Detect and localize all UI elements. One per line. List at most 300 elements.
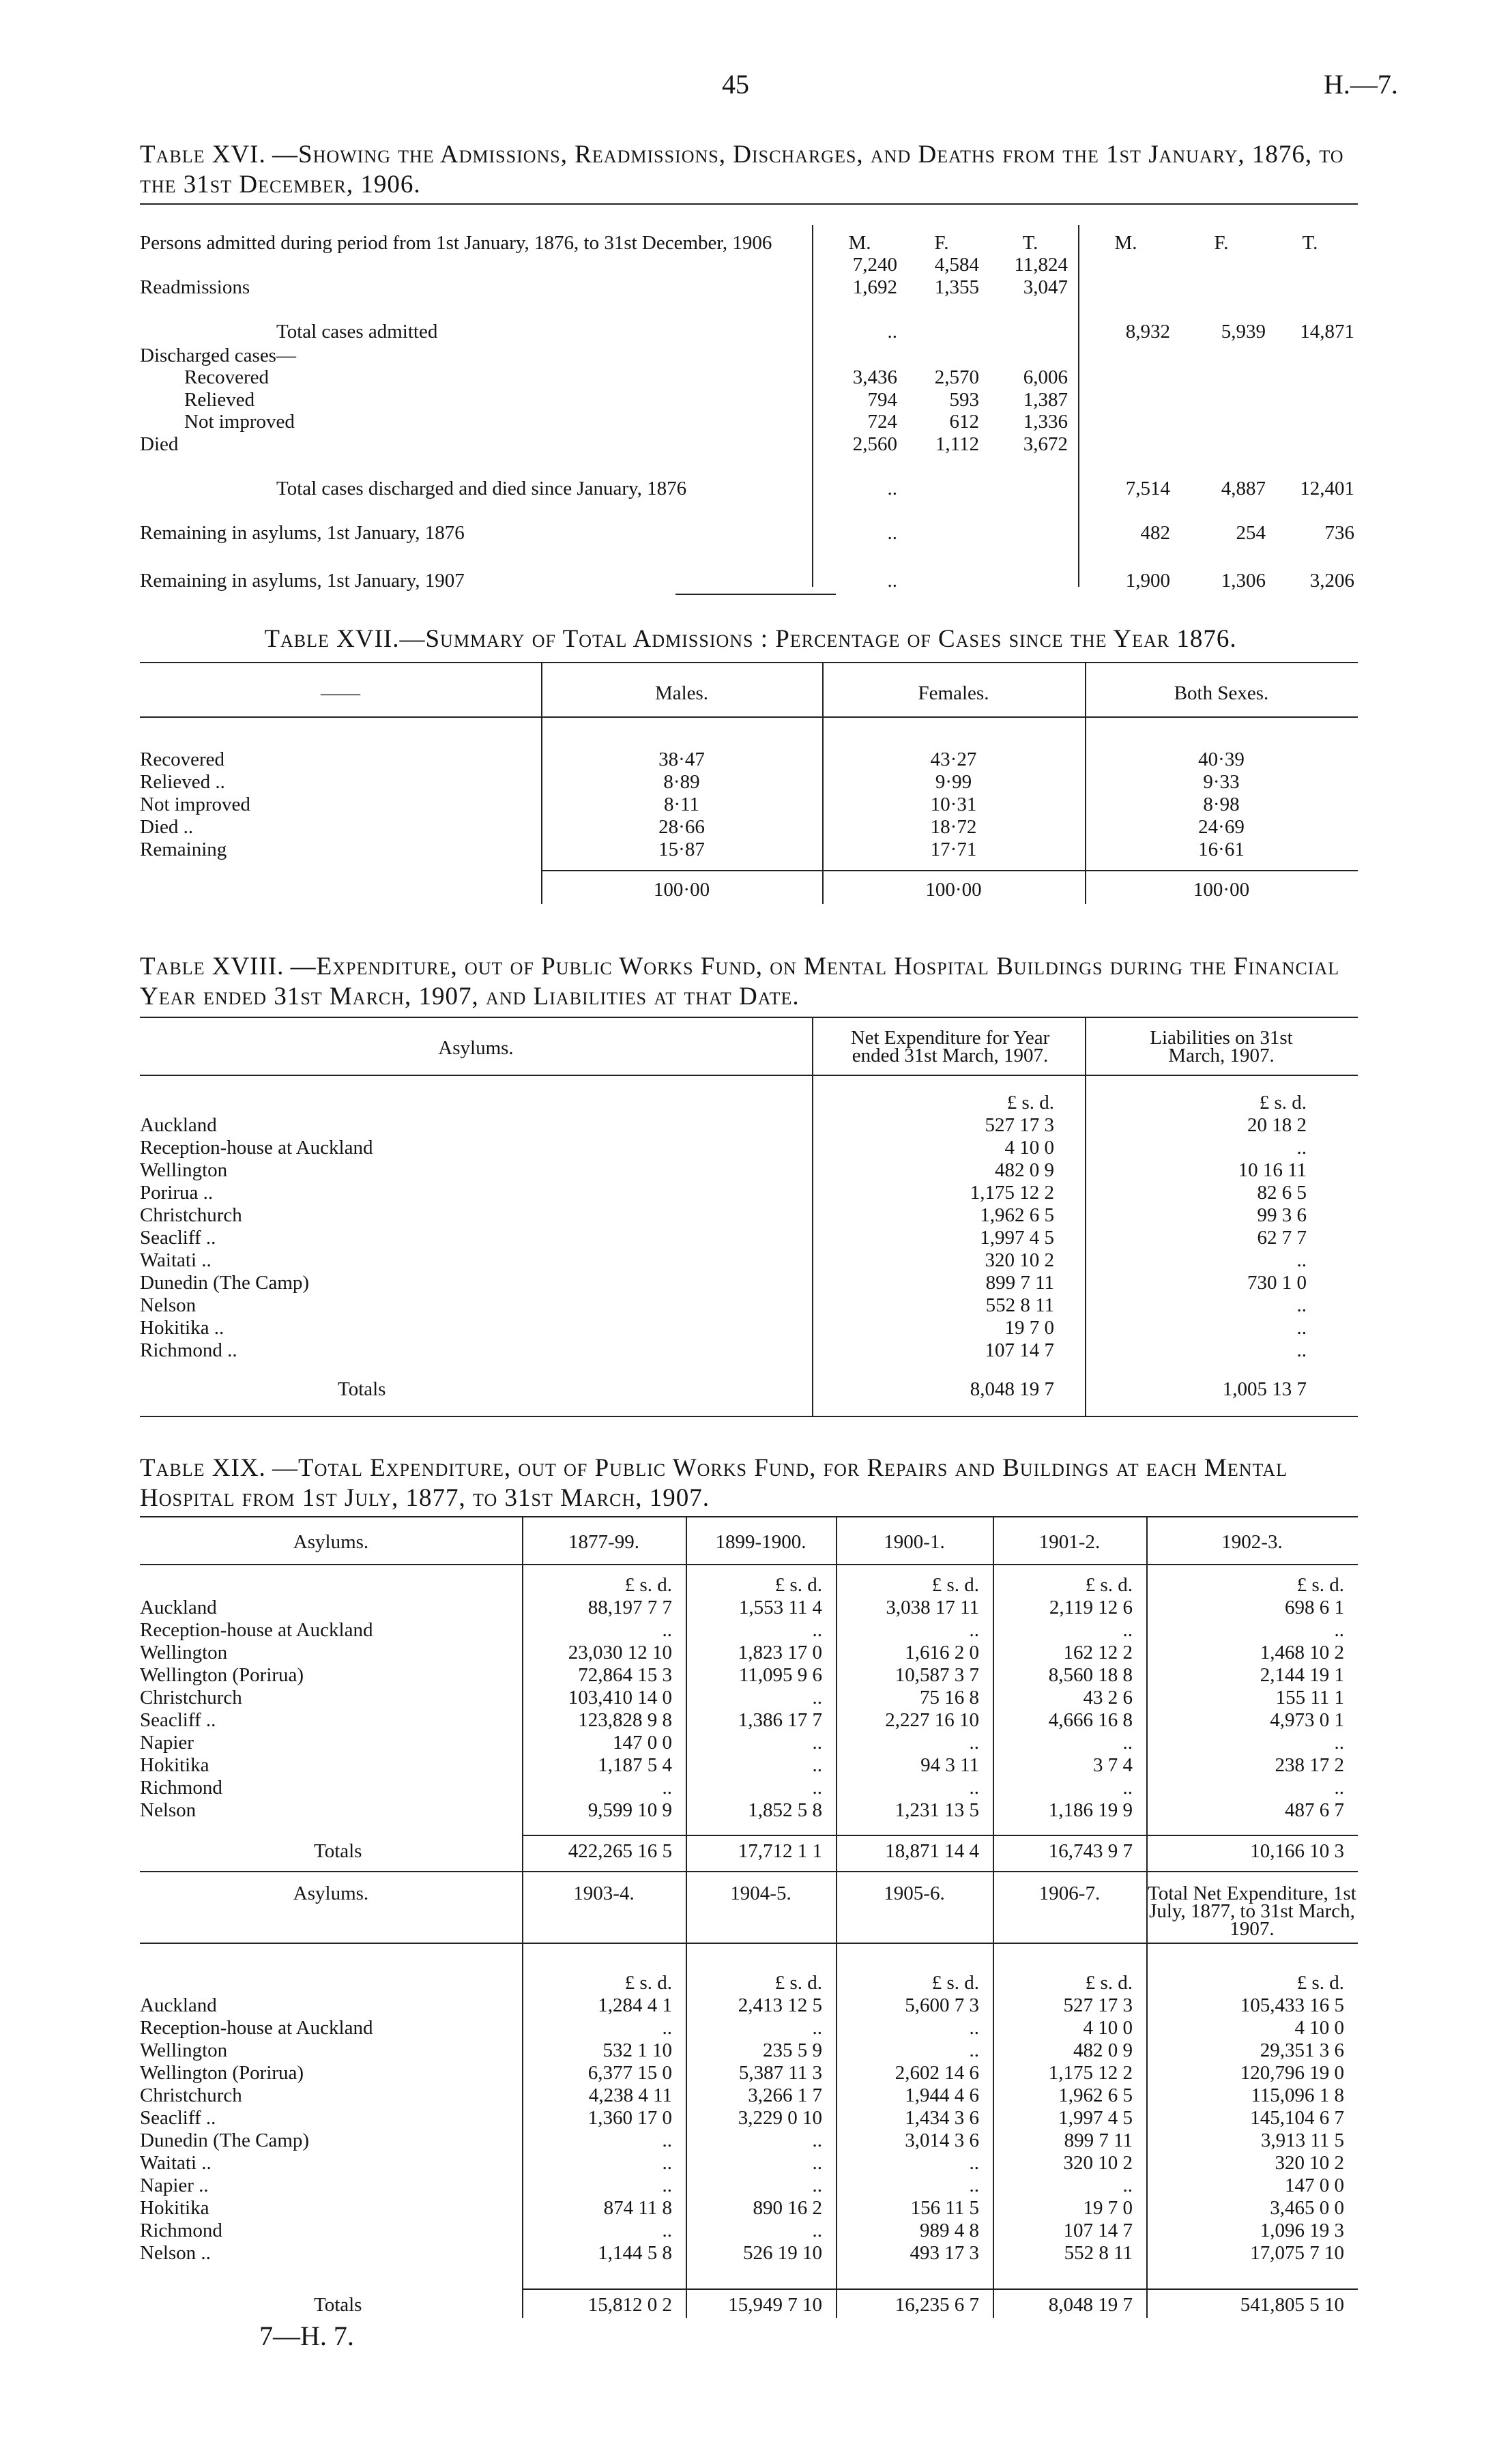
table-xix-row-label: Richmond [140,1777,222,1799]
table-xix-cell: 123,828 9 8 [578,1709,672,1731]
table-xvi-cell-a: 4,584 [934,254,979,276]
table-xix-units: £ s. d. [774,1574,822,1596]
table-xvii-females: 18·72 [930,816,977,838]
table-xviii-expenditure: 1,962 6 5 [980,1204,1054,1226]
table-xix-cell: 3,014 3 6 [905,2130,979,2151]
table-xviii-liability: .. [1296,1294,1307,1316]
table-xvii-females: 43·27 [930,748,977,770]
table-xix-total-cell: 15,812 0 2 [587,2294,672,2316]
table-xix-cell: 3,266 1 7 [748,2084,822,2106]
table-xvi-cell-a: .. [887,570,897,592]
table-xix-header: Asylums. [293,1883,369,1904]
table-xviii-liability: 62 7 7 [1257,1227,1307,1249]
table-xvi-cell-b: 7,514 [1125,478,1170,499]
table-xviii-expenditure: 1,997 4 5 [980,1227,1054,1249]
table-xvi-cell-a: .. [887,478,897,499]
table-xix-cell: 2,413 12 5 [738,1994,822,2016]
table-xvi-cell-b: 14,871 [1300,321,1354,343]
table-xix-cell: 1,186 19 9 [1048,1799,1133,1821]
table-xix-cell: .. [812,1619,822,1641]
table-xvii-both: 9·33 [1203,771,1240,793]
table-xix-cell: 1,284 4 1 [598,1994,672,2016]
table-xix-header: 1901-2. [1038,1531,1101,1553]
table-xvii-row-label: Remaining [140,839,227,860]
table-xix-cell: .. [1122,1777,1133,1799]
table-xviii-expenditure: 482 0 9 [995,1159,1054,1181]
table-xix-cell: 2,227 16 10 [885,1709,979,1731]
table-xvii-females: 10·31 [930,794,977,815]
table-xix-cell: 3 7 4 [1093,1754,1133,1776]
table-xix-total-cell: 15,949 7 10 [728,2294,822,2316]
table-xviii-row-label: Christchurch [140,1204,242,1226]
table-xix-units: £ s. d. [1296,1972,1344,1994]
table-xvi-cell-a: 6,006 [1023,366,1068,388]
table-xix-row-label: Napier .. [140,2175,209,2196]
table-xvi-caption: —Showing the Admissions, Readmissions, Discharges, and Deaths from the 1st January, 1876, to the 31st December, 1906. [140,141,1344,199]
table-xix-total-cell: 10,166 10 3 [1250,1840,1344,1862]
table-xix-row-label: Wellington (Porirua) [140,2062,304,2084]
table-xvi-cell-b: 1,306 [1221,570,1266,592]
table-xviii-liability: .. [1296,1339,1307,1361]
table-xix-units: £ s. d. [1085,1972,1133,1994]
table-xix-header-rule [140,1943,1358,1944]
table-xviii-row-label: Hokitika .. [140,1317,224,1339]
table-xvii-header-males: Males. [654,682,709,704]
table-xix-cell: 890 16 2 [753,2197,822,2219]
table-xvii-total-both: 100·00 [1193,879,1250,901]
table-xix-header-rule [140,1564,1358,1565]
table-xix-row-label: Dunedin (The Camp) [140,2130,310,2151]
table-xix-cell: .. [1122,2175,1133,2196]
table-xix-cell: .. [812,2175,822,2196]
table-xviii-units-lia: £ s. d. [1259,1092,1307,1114]
table-xvi-row-label: Remaining in asylums, 1st January, 1907 [140,570,465,592]
table-xvi-cell-a: 2,560 [852,433,897,455]
table-xix-cell: .. [969,1619,979,1641]
table-xix-cell: 5,387 11 3 [738,2062,822,2084]
table-xix-total-cell: 17,712 1 1 [738,1840,822,1862]
table-xix-cell: .. [1334,1619,1344,1641]
table-xix-cell: .. [969,2175,979,2196]
table-xvi-cell-b: 8,932 [1125,321,1170,343]
table-xix-cell: 103,410 14 0 [568,1687,672,1709]
table-xvi-row-label: Total cases admitted [276,321,438,343]
table-xix-cell: .. [812,1777,822,1799]
table-xix-cell: 23,030 12 10 [568,1642,672,1663]
table-xvi-cell-a: 1,112 [935,433,979,455]
page-reference: H.—7. [1324,69,1398,100]
table-xix-total-cell: 16,743 9 7 [1048,1840,1133,1862]
table-xix-cell: 320 10 2 [1063,2152,1133,2174]
table-xix-cell: 526 19 10 [743,2242,822,2264]
table-xix-row-label: Auckland [140,1994,217,2016]
table-xix-part2 [140,1871,1358,2321]
table-xix-row-label: Nelson [140,1799,197,1821]
table-xix-row-label: Waitati .. [140,2152,212,2174]
table-xix-cell: .. [812,2017,822,2039]
table-xvi-cell-b: 254 [1236,522,1266,544]
table-xix-total-cell: 541,805 5 10 [1240,2294,1344,2316]
table-xix-units: £ s. d. [1085,1574,1133,1596]
table-xvi-cell-b: 5,939 [1221,321,1266,343]
table-xviii-liability: 20 18 2 [1247,1114,1307,1136]
table-xix-totals-label: Totals [314,2294,362,2316]
table-xvii-row-label: Not improved [140,794,250,815]
table-xix-cell: 1,096 19 3 [1260,2220,1344,2241]
table-xix-total-cell: 16,235 6 7 [895,2294,979,2316]
table-xviii-liability: 10 16 11 [1238,1159,1307,1181]
table-xvi-row-label: Not improved [184,411,295,433]
table-xix-cell: .. [969,2039,979,2061]
table-xix-cell: 899 7 11 [1064,2130,1133,2151]
table-xix-cell: .. [969,2152,979,2174]
table-xix-cell: 147 0 0 [1285,2175,1344,2196]
table-xix-cell: .. [1122,1732,1133,1754]
table-xvi-cell-a: 724 [867,411,897,433]
table-xix-total-cell: 422,265 16 5 [568,1840,672,1862]
table-xvi-row-label: Total cases discharged and died since January, 1876 [276,478,687,499]
table-xviii-total-expenditure: 8,048 19 7 [970,1378,1054,1400]
table-xix-cell: 238 17 2 [1275,1754,1344,1776]
table-xix-cell: 4,666 16 8 [1048,1709,1133,1731]
table-xvi-cell-a: 794 [867,389,897,411]
table-xix-cell: 532 1 10 [602,2039,672,2061]
table-xviii [140,1017,1358,1419]
table-xix-cell: 4 10 0 [1083,2017,1133,2039]
page-footer: 7—H. 7. [259,2321,354,2351]
table-xvii-header-blank: —— [321,682,360,704]
table-xix-totals-rule [522,1835,1358,1836]
table-xix-row-label: Napier [140,1732,194,1754]
table-xvi-cell-a: 1,336 [1023,411,1068,433]
table-xix-cell: 527 17 3 [1063,1994,1133,2016]
table-xix-cell: 94 3 11 [920,1754,979,1776]
table-xvi-cell-a: .. [887,522,897,544]
table-xvi-cell-a: .. [887,321,897,343]
table-xix-cell: 43 2 6 [1083,1687,1133,1709]
table-xix-cell: 8,560 18 8 [1048,1664,1133,1686]
table-xix-cell: 120,796 19 0 [1240,2062,1344,2084]
table-xix-header: 1906-7. [1038,1883,1101,1904]
table-xix-cell: .. [969,2017,979,2039]
table-xvi-row-label: Recovered [184,366,269,388]
table-xix-cell: 6,377 15 0 [587,2062,672,2084]
table-xvi-cell-a: 593 [949,389,979,411]
table-xvii-males: 38·47 [658,748,705,770]
table-xix-units: £ s. d. [624,1972,672,1994]
table-xix-cell: 156 11 5 [910,2197,979,2219]
table-xvi-cell-b: 482 [1140,522,1170,544]
table-xviii-liability: 730 1 0 [1247,1272,1307,1294]
table-xix-cell: 107 14 7 [1063,2220,1133,2241]
table-xix-row-label: Hokitika [140,2197,209,2219]
table-xix-cell: 235 5 9 [763,2039,822,2061]
table-xviii-expenditure: 320 10 2 [985,1249,1054,1271]
table-xix-row-label: Reception-house at Auckland [140,2017,373,2039]
table-xix-cell: .. [812,2130,822,2151]
table-xvi-cell-b: 12,401 [1300,478,1354,499]
table-xix-cell: 17,075 7 10 [1250,2242,1344,2264]
table-xvii-total-males: 100·00 [653,879,710,901]
table-xvii-both: 8·98 [1203,794,1240,815]
table-xix-cell: 1,997 4 5 [1058,2107,1133,2129]
table-xviii-header-asylums: Asylums. [438,1037,514,1059]
table-xix-row-label: Seacliff .. [140,2107,216,2129]
table-xix-cell: 320 10 2 [1275,2152,1344,2174]
table-xvi-row-label: Died [140,433,179,455]
table-xviii-row-label: Porirua .. [140,1182,214,1204]
table-xviii-liability: 82 6 5 [1257,1182,1307,1204]
table-xvi-cell-a: 1,387 [1023,389,1068,411]
table-xix-cell: 552 8 11 [1064,2242,1133,2264]
table-xix-cell: .. [969,1777,979,1799]
table-xix-cell: 1,962 6 5 [1058,2084,1133,2106]
table-xviii-liability: .. [1296,1137,1307,1159]
table-xix-units: £ s. d. [624,1574,672,1596]
table-xvii-males: 28·66 [658,816,705,838]
table-xix-cell: 3,465 0 0 [1270,2197,1344,2219]
table-xix-cell: 1,144 5 8 [598,2242,672,2264]
table-xvii-both: 16·61 [1198,839,1245,860]
table-xviii-totals-label: Totals [338,1378,386,1400]
table-xix-cell: 1,823 17 0 [738,1642,822,1663]
table-xix-cell: 1,360 17 0 [587,2107,672,2129]
table-xvii-header-females: Females. [918,682,989,704]
table-xvi-cell-a: 2,570 [934,366,979,388]
table-xix-header: 1904-5. [730,1883,791,1904]
table-xix-cell: 105,433 16 5 [1240,1994,1344,2016]
table-xix-cell: 3,229 0 10 [738,2107,822,2129]
table-xix-cell: .. [812,2152,822,2174]
table-xix-units: £ s. d. [1296,1574,1344,1596]
table-xviii-liability: 99 3 6 [1257,1204,1307,1226]
table-xix-cell: 1,553 11 4 [738,1597,822,1618]
table-xvii-both: 24·69 [1198,816,1245,838]
page-number: 45 [722,69,749,100]
table-xviii-row-label: Wellington [140,1159,228,1181]
table-xvii-females: 9·99 [935,771,972,793]
table-xvi-row-label: Persons admitted during period from 1st January, 1876, to 31st December, 1906 [140,232,772,254]
table-xix-cell: .. [1334,1777,1344,1799]
table-xix-cell: 1,468 10 2 [1260,1642,1344,1663]
table-xix-cell: 147 0 0 [613,1732,672,1754]
table-xvi-row-label: Remaining in asylums, 1st January, 1876 [140,522,465,544]
table-xix-cell: .. [812,1754,822,1776]
table-xvi-title [140,140,1361,200]
table-xix-cell: .. [1334,1732,1344,1754]
table-xix-cell: .. [662,1619,672,1641]
table-xvii-title [140,624,1361,654]
table-xix-cell: 698 6 1 [1285,1597,1344,1618]
table-xviii-label: Table XVIII. [140,953,285,980]
table-xvi-label: Table XVI. [140,141,266,169]
table-xix-cell: 1,616 2 0 [905,1642,979,1663]
table-xvii [140,662,1358,907]
table-xviii-row-label: Waitati .. [140,1249,212,1271]
table-xix-label: Table XIX. [140,1454,266,1482]
table-xvi-cell-a: 11,824 [1014,254,1068,276]
table-xviii-expenditure: 19 7 0 [1004,1317,1054,1339]
table-xix-units: £ s. d. [774,1972,822,1994]
table-xix-cell: 2,602 14 6 [895,2062,979,2084]
table-xvi-row-label: Relieved [184,389,255,411]
table-xix-cell: .. [812,1732,822,1754]
table-xix-cell: 989 4 8 [920,2220,979,2241]
table-xix-cell: .. [969,1732,979,1754]
table-xix-header: 1902-3. [1221,1531,1283,1553]
table-xvii-row-label: Recovered [140,748,224,770]
table-xix-cell: 1,175 12 2 [1048,2062,1133,2084]
table-xviii-expenditure: 527 17 3 [985,1114,1054,1136]
table-xix-units: £ s. d. [931,1972,979,1994]
table-xviii-row-label: Reception-house at Auckland [140,1137,373,1159]
table-xix-cell: 2,119 12 6 [1049,1597,1133,1618]
table-xix-totals-rule [522,2288,1358,2290]
table-xix-cell: 162 12 2 [1063,1642,1133,1663]
table-xvii-both: 40·39 [1198,748,1245,770]
table-xviii-row-label: Auckland [140,1114,217,1136]
table-xix-cell: 2,144 19 1 [1260,1664,1344,1686]
table-xix-cell: .. [662,2017,672,2039]
table-xviii-row-label: Seacliff .. [140,1227,216,1249]
table-xix-row-label: Reception-house at Auckland [140,1619,373,1641]
table-xix-row-label: Hokitika [140,1754,209,1776]
table-xviii-liability: .. [1296,1249,1307,1271]
table-xviii-expenditure: 899 7 11 [985,1272,1054,1294]
table-xix-row-label: Wellington (Porirua) [140,1664,304,1686]
table-xix-cell: 75 16 8 [920,1687,979,1709]
table-xix-row-label: Richmond [140,2220,222,2241]
table-xix-header: 1905-6. [884,1883,945,1904]
table-xvii-header-both: Both Sexes. [1174,682,1269,704]
table-xix-cell: 1,852 5 8 [748,1799,822,1821]
table-xix-cell: 29,351 3 6 [1260,2039,1344,2061]
table-xix-header: Total Net Expenditure, 1st July, 1877, to 31st March, 1907. [1148,1883,1356,1940]
table-xix-cell: 72,864 15 3 [578,1664,672,1686]
table-xix-header: 1877-99. [568,1531,639,1553]
table-xix-cell: 874 11 8 [603,2197,672,2219]
table-xviii-total-liability: 1,005 13 7 [1222,1378,1307,1400]
table-xvii-label: Table XVII. [264,625,400,653]
table-xix-cell: 3,913 11 5 [1260,2130,1344,2151]
table-xix-units: £ s. d. [931,1574,979,1596]
table-xvi-cell-a: 1,692 [852,276,897,298]
table-xvi-row-label: Discharged cases— [140,345,296,366]
table-xix-total-cell: 8,048 19 7 [1048,2294,1133,2316]
table-xviii-expenditure: 4 10 0 [1004,1137,1054,1159]
table-xix-caption: —Total Expenditure, out of Public Works Fund, for Repairs and Buildings at each Mental Hospital from 1st July, 1877, to 31st March, 1907. [140,1454,1288,1512]
table-xviii-caption: —Expenditure, out of Public Works Fund, on Mental Hospital Buildings during the Financial Year ended 31st March, 1907, and Liabilities at that Date. [140,953,1340,1011]
table-xix-cell: 4,238 4 11 [588,2084,672,2106]
table-xix-total-cell: 18,871 14 4 [885,1840,979,1862]
table-xix-cell: .. [812,2220,822,2241]
table-xix-cell: 493 17 3 [910,2242,979,2264]
table-xix-cell: .. [662,1777,672,1799]
table-xviii-title [140,952,1361,1012]
table-xix-cell: 4 10 0 [1294,2017,1344,2039]
table-xvi-cell-a: 612 [949,411,979,433]
table-xix-row-label: Wellington [140,1642,228,1663]
table-xix-cell: 482 0 9 [1073,2039,1133,2061]
table-xviii-row-label: Nelson [140,1294,197,1316]
table-xix-header: 1900-1. [884,1531,945,1553]
table-xvi-cell-a: 3,672 [1023,433,1068,455]
table-xviii-row-label: Dunedin (The Camp) [140,1272,310,1294]
table-xix-cell: 1,386 17 7 [738,1709,822,1731]
table-xix-cell: 88,197 7 7 [587,1597,672,1618]
table-xix-cell: 1,434 3 6 [905,2107,979,2129]
table-xviii-row-label: Richmond .. [140,1339,237,1361]
table-xviii-header-expenditure: Net Expenditure for Year ended 31st March, 1907. [850,1027,1050,1066]
table-xix-cell: .. [662,2220,672,2241]
table-xix-row-label: Nelson .. [140,2242,211,2264]
table-xvi-cell-a: 1,355 [934,276,979,298]
table-xix-cell: 19 7 0 [1083,2197,1133,2219]
table-xix-cell: 155 11 1 [1275,1687,1344,1709]
table-xix-title [140,1453,1361,1513]
table-xix-row-label: Auckland [140,1597,217,1618]
table-xix-header: Asylums. [293,1531,369,1553]
table-xviii-expenditure: 552 8 11 [985,1294,1054,1316]
table-xvi-cell-b: 736 [1324,522,1354,544]
table-xvii-females: 17·71 [930,839,977,860]
table-xix-cell: .. [1122,1619,1133,1641]
table-xix-cell: 1,231 13 5 [895,1799,979,1821]
table-xix-cell: 10,587 3 7 [895,1664,979,1686]
table-xix-cell: 3,038 17 11 [886,1597,979,1618]
table-xvii-total-females: 100·00 [925,879,982,901]
table-xix-row-label: Seacliff .. [140,1709,216,1731]
table-xix-row-label: Christchurch [140,1687,242,1709]
table-xvii-row-label: Relieved .. [140,771,225,793]
table-xvi-cell-b: 4,887 [1221,478,1266,499]
table-xviii-header-liabilities: Liabilities on 31st March, 1907. [1150,1027,1293,1066]
table-xvii-males: 8·11 [663,794,700,815]
table-xix-cell: 1,187 5 4 [598,1754,672,1776]
table-xviii-expenditure: 107 14 7 [985,1339,1054,1361]
table-xix-cell: 11,095 9 6 [738,1664,822,1686]
table-xvii-males: 15·87 [658,839,705,860]
table-xix-cell: 5,600 7 3 [905,1994,979,2016]
table-xix-cell: 145,104 6 7 [1250,2107,1344,2129]
table-xviii-expenditure: 1,175 12 2 [970,1182,1054,1204]
table-xix-row-label: Wellington [140,2039,228,2061]
table-xix-cell: .. [662,2175,672,2196]
table-xvi-cell-a: 3,436 [852,366,897,388]
table-xix-part1 [140,1516,1358,1871]
table-xix-totals-label: Totals [314,1840,362,1862]
table-xvi-cell-b: 3,206 [1309,570,1354,592]
table-xix-header: 1899-1900. [715,1531,806,1553]
table-xix-cell: .. [662,2130,672,2151]
table-xvii-row-label: Died .. [140,816,194,838]
table-xvii-males: 8·89 [663,771,700,793]
table-xvi-cell-a: 7,240 [852,254,897,276]
table-xvi-cell-b: 1,900 [1125,570,1170,592]
table-xix-row-label: Christchurch [140,2084,242,2106]
table-xvi-cell-a: 3,047 [1023,276,1068,298]
table-xix-cell: .. [812,1687,822,1709]
table-xvi: M. F. T. M. F. T. Persons admitted during period from 1st January, 1876, to 31st December, 1906 7,240 4,584 11,824 Readmissions 1,692 1,355 3,047 Total cases admitted .. 8,932 5,939 14,871 Discharged cases— Recovered 3,436 2,570 6,006 Relieved 794 593 1,387 Not improved 724 612 1,336 Died 2,560 1,112 3,672 Total cases discharged and died since January, 1876 .. 7,514 4,887 12,401 Remaining in asylums, 1st January, 1876 .. 482 254 736 Remaining in asylums, 1st January, 1907 .. 1,900 1,306 3,206 [140,222,1358,590]
table-xix-cell: 115,096 1 8 [1251,2084,1344,2106]
table-xvii-caption: —Summary of Total Admissions : Percentage of Cases since the Year 1876. [399,625,1237,653]
table-xix-cell: 4,973 0 1 [1270,1709,1344,1731]
table-xviii-liability: .. [1296,1317,1307,1339]
table-xix-cell: .. [662,2152,672,2174]
table-xvi-row-label: Readmissions [140,276,250,298]
table-xix-cell: 9,599 10 9 [587,1799,672,1821]
table-xix-header: 1903-4. [573,1883,635,1904]
